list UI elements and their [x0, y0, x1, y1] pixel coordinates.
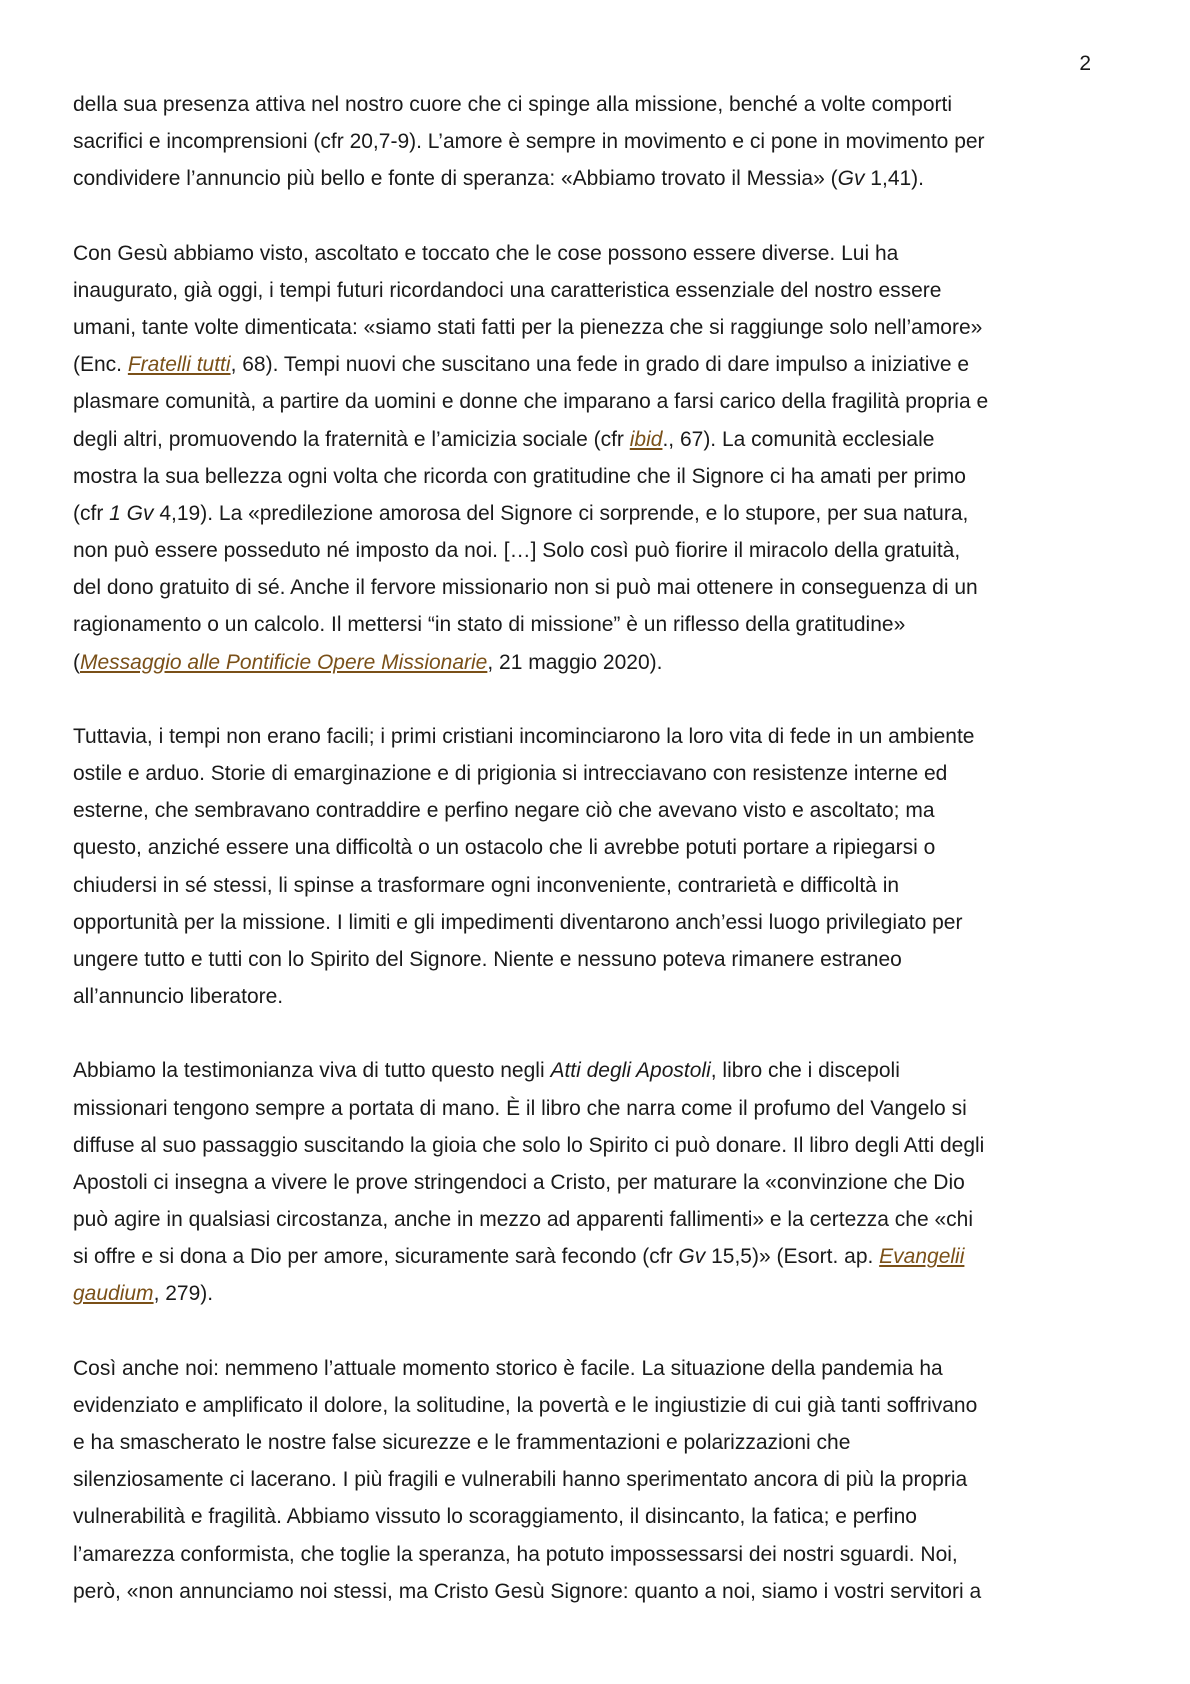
text-run: ostile e arduo. Storie di emarginazione e di prigionia si intrecciavano con resistenze interne ed: [73, 762, 948, 785]
text-line: [73, 904, 1133, 941]
text-line: [73, 978, 1133, 1015]
reference-link[interactable]: ibid: [629, 427, 663, 451]
text-line: [73, 383, 1133, 420]
text-line: [73, 1090, 1133, 1127]
text-line: [73, 1164, 1133, 1201]
text-run: della sua presenza attiva nel nostro cuore che ci spinge alla missione, benché a volte comporti: [73, 93, 952, 116]
text-run: l’amarezza conformista, che toglie la speranza, ha potuto impossessarsi dei nostri sguardi. Noi,: [73, 1542, 958, 1566]
text-run: esterne, che sembravano contraddire e perfino negare ciò che avevano visto e ascoltato; ma: [73, 799, 935, 823]
text-run: inaugurato, già oggi, i tempi futuri ricordandoci una caratteristica essenziale del nostro essere: [73, 278, 942, 302]
text-line: [73, 792, 1133, 829]
text-run: Apostoli ci insegna a vivere le prove stringendoci a Cristo, per maturare la «convinzione che Dio: [73, 1170, 965, 1194]
text-run: 15,5)» (Esort. ap.: [705, 1245, 880, 1269]
text-line: [73, 272, 1133, 309]
text-run: umani, tante volte dimenticata: «siamo stati fatti per la pienezza che si raggiunge solo nell’amore»: [73, 315, 983, 339]
paragraph: [73, 235, 1133, 681]
text-run: silenziosamente ci lacerano. I più fragili e vulnerabili hanno sperimentato ancora di più la propria: [73, 1468, 968, 1492]
text-line: [73, 1536, 1133, 1573]
text-line: [73, 123, 1133, 160]
text-run: e ha smascherato le nostre false sicurezze e le frammentazioni e polarizzazioni che: [73, 1431, 851, 1454]
italic-citation: Gv: [678, 1245, 706, 1269]
text-line: [73, 1127, 1133, 1164]
text-run: può agire in qualsiasi circostanza, anche in mezzo ad apparenti fallimenti» e la certezza che «chi: [73, 1208, 974, 1232]
text-run: condividere l’annuncio più bello e fonte di speranza: «Abbiamo trovato il Messia» (: [73, 167, 838, 191]
text-line: [73, 1201, 1133, 1238]
text-line: [73, 1573, 1133, 1610]
text-line: [73, 1461, 1133, 1498]
text-run: Abbiamo la testimonianza viva di tutto questo negli: [73, 1059, 551, 1083]
text-line: [73, 1387, 1133, 1424]
text-line: [73, 458, 1133, 495]
text-run: chiudersi in sé stessi, li spinse a trasformare ogni inconveniente, contrarietà e difficoltà in: [73, 873, 900, 897]
italic-citation: Gv: [837, 167, 865, 191]
text-run: però, «non annunciamo noi stessi, ma Cristo Gesù Signore: quanto a noi, siamo i vostri servitori a: [73, 1579, 982, 1603]
text-run: opportunità per la missione. I limiti e gli impedimenti diventarono anch’essi luogo privilegiato per: [73, 910, 963, 934]
text-run: si offre e si dona a Dio per amore, sicuramente sarà fecondo (cfr: [73, 1245, 679, 1269]
text-run: ., 67). La comunità ecclesiale: [662, 427, 935, 451]
paragraph: [73, 86, 1133, 198]
reference-link[interactable]: Messaggio alle Pontificie Opere Missionarie: [80, 650, 488, 674]
text-run: 1,41).: [864, 167, 925, 191]
text-run: , libro che i discepoli: [710, 1059, 900, 1083]
text-line: [73, 421, 1133, 458]
text-line: [73, 346, 1133, 383]
reference-link[interactable]: Evangelii: [879, 1245, 965, 1269]
document-body: [73, 86, 1133, 1647]
text-run: del dono gratuito di sé. Anche il fervore missionario non si può mai ottenere in conseguenza di un: [73, 576, 978, 600]
text-run: questo, anziché essere una difficoltà o un ostacolo che li avrebbe potuti portare a ripiegarsi o: [73, 836, 936, 860]
text-run: Tuttavia, i tempi non erano facili; i primi cristiani incominciarono la loro vita di fede in un ambiente: [73, 724, 975, 748]
reference-link[interactable]: Fratelli tutti: [127, 353, 231, 377]
text-line: [73, 644, 1133, 681]
text-run: ragionamento o un calcolo. Il mettersi “in stato di missione” è un riflesso della gratitudine»: [73, 613, 906, 637]
text-run: (: [73, 650, 80, 674]
text-run: sacrifici e incomprensioni (cfr 20,7-9). L’amore è sempre in movimento e ci pone in movimento per: [73, 130, 985, 154]
text-line: [73, 941, 1133, 978]
paragraph: [73, 1052, 1133, 1312]
text-line: [73, 569, 1133, 606]
text-run: plasmare comunità, a partire da uomini e donne che imparano a farsi carico della fragilità propria e: [73, 390, 989, 414]
paragraph: [73, 718, 1133, 1016]
text-line: [73, 495, 1133, 532]
text-run: ungere tutto e tutti con lo Spirito del Signore. Niente e nessuno poteva rimanere estraneo: [73, 947, 902, 971]
text-line: [73, 86, 1133, 123]
italic-citation: Atti degli Apostoli: [550, 1059, 711, 1083]
text-run: all’annuncio liberatore.: [73, 985, 284, 1009]
text-line: [73, 1275, 1133, 1312]
text-run: degli altri, promuovendo la fraternità e l’amicizia sociale (cfr: [73, 427, 630, 451]
text-run: diffuse al suo passaggio suscitando la gioia che solo lo Spirito ci può donare. Il libro degli Atti degli: [73, 1133, 985, 1157]
text-line: [73, 160, 1133, 197]
page-number: 2: [1079, 52, 1091, 75]
text-line: [73, 755, 1133, 792]
text-run: 4,19). La «predilezione amorosa del Signore ci sorprende, e lo stupore, per sua natura,: [153, 501, 969, 525]
text-line: [73, 1350, 1133, 1387]
text-line: [73, 718, 1133, 755]
text-run: evidenziato e amplificato il dolore, la solitudine, la povertà e le ingiustizie di cui già tanti soffrivano: [73, 1393, 978, 1417]
text-run: , 21 maggio 2020).: [487, 650, 663, 674]
text-line: [73, 1424, 1133, 1461]
text-run: mostra la sua bellezza ogni volta che ricorda con gratitudine che il Signore ci ha amati per primo: [73, 464, 966, 488]
text-line: [73, 532, 1133, 569]
text-line: [73, 606, 1133, 643]
text-run: vulnerabilità e fragilità. Abbiamo vissuto lo scoraggiamento, il disincanto, la fatica; e perfino: [73, 1505, 917, 1529]
text-line: [73, 829, 1133, 866]
text-run: , 279).: [153, 1282, 214, 1306]
text-run: non può essere posseduto né imposto da noi. […] Solo così può fiorire il miracolo della gratuità,: [73, 539, 961, 563]
reference-link[interactable]: gaudium: [73, 1282, 154, 1306]
text-line: [73, 867, 1133, 904]
text-line: [73, 309, 1133, 346]
text-line: [73, 1238, 1133, 1275]
text-run: Così anche noi: nemmeno l’attuale momento storico è facile. La situazione della pandemia ha: [73, 1356, 943, 1380]
italic-citation: 1 Gv: [109, 501, 154, 525]
text-line: [73, 235, 1133, 272]
text-run: (cfr: [73, 501, 110, 525]
text-run: Con Gesù abbiamo visto, ascoltato e toccato che le cose possono essere diverse. Lui ha: [73, 241, 899, 265]
text-run: missionari tengono sempre a portata di mano. È il libro che narra come il profumo del Vangelo si: [73, 1096, 967, 1120]
text-line: [73, 1498, 1133, 1535]
paragraph: [73, 1350, 1133, 1610]
text-run: , 68). Tempi nuovi che suscitano una fede in grado di dare impulso a iniziative e: [230, 353, 970, 377]
text-run: (Enc.: [73, 353, 128, 377]
text-line: [73, 1052, 1133, 1089]
